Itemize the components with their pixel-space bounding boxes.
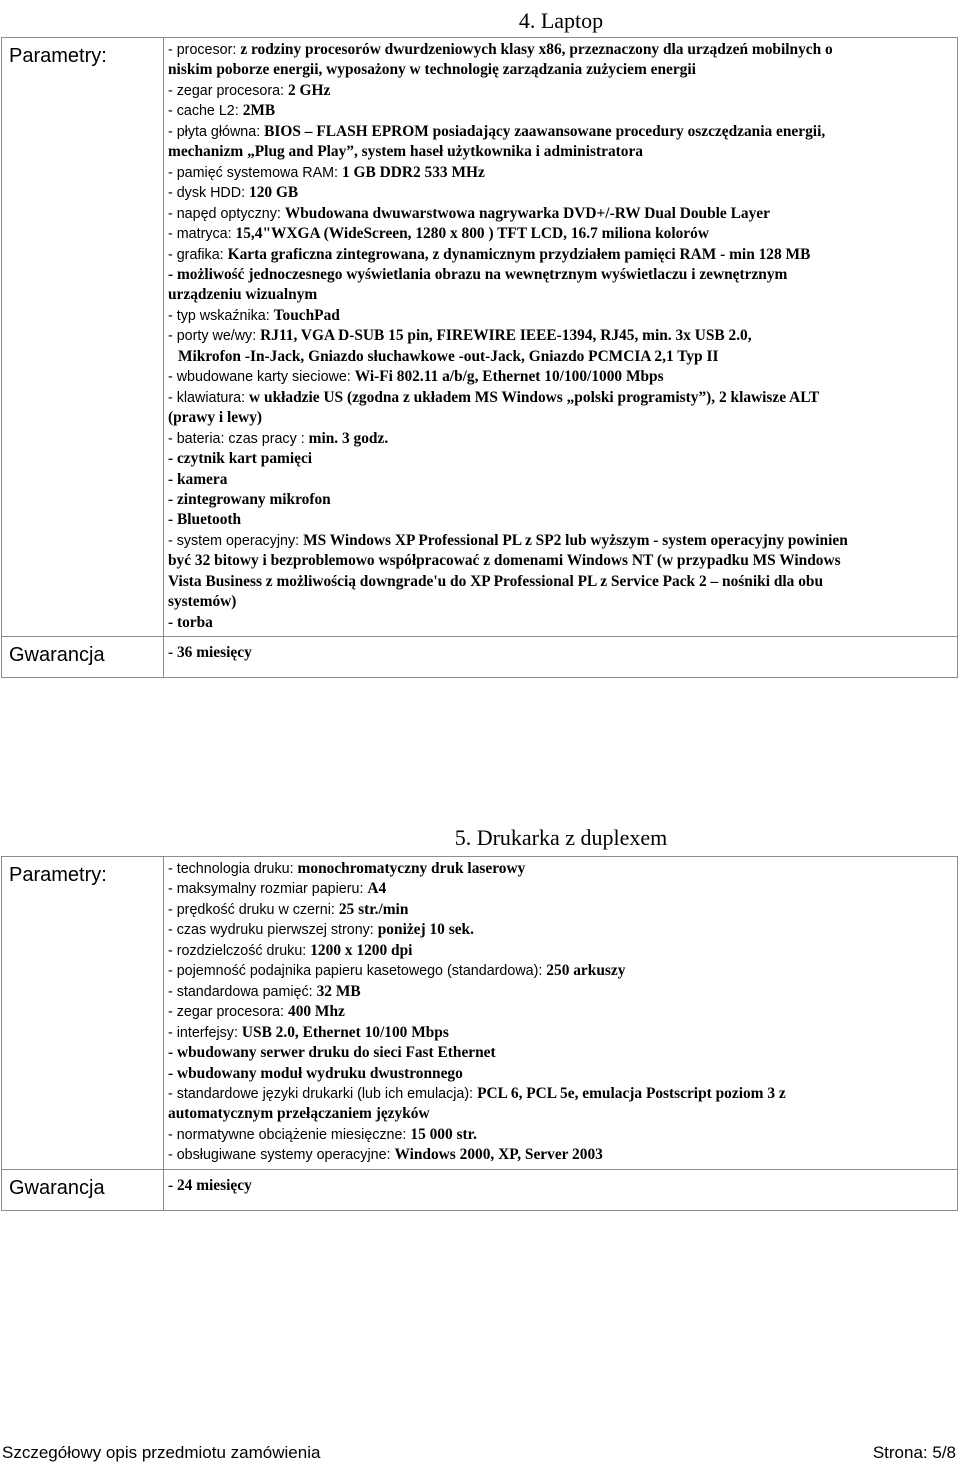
printer-param-line — [168, 1084, 957, 1104]
param-value: niskim poborze energii, wyposażony w technologię zarządzania zużyciem energii — [168, 61, 696, 79]
param-key: - cache L2: — [168, 103, 243, 120]
laptop-section-title: 4. Laptop — [518, 8, 604, 33]
laptop-params-list — [164, 38, 958, 637]
printer-spec-table — [1, 856, 958, 1211]
param-key: - wbudowane karty sieciowe: — [168, 369, 355, 386]
param-value: Windows 2000, XP, Server 2003 — [394, 1146, 603, 1164]
param-value: Mikrofon -In-Jack, Gniazdo słuchawkowe -out-Jack, Gniazdo PCMCIA 2,1 Typ II — [178, 347, 719, 365]
param-value: mechanizm „Plug and Play”, system haseł użytkownika i administratora — [168, 143, 643, 161]
param-value: A4 — [367, 880, 387, 898]
param-value: - Bluetooth — [168, 511, 242, 529]
laptop-param-line — [168, 285, 957, 305]
param-key: - czas wydruku pierwszej strony: — [168, 922, 378, 939]
param-value: - kamera — [168, 470, 228, 488]
param-value: PCL 6, PCL 5e, emulacja Postscript poziom 3 z — [477, 1084, 786, 1102]
param-key: - płyta główna: — [168, 123, 265, 140]
laptop-param-line — [168, 183, 957, 203]
param-value: automatycznym przełączaniem języków — [168, 1105, 430, 1123]
laptop-param-line — [168, 122, 957, 142]
laptop-warranty-label: Gwarancja — [2, 637, 164, 678]
laptop-param-line — [168, 163, 957, 183]
laptop-param-line — [168, 142, 957, 162]
printer-param-line — [168, 1043, 957, 1063]
printer-param-line — [168, 1002, 957, 1022]
param-value: z rodziny procesorów dwurdzeniowych klasy x86, przeznaczony dla urządzeń mobilnych o — [240, 41, 833, 58]
param-value: USB 2.0, Ethernet 10/100 Mbps — [241, 1023, 449, 1041]
param-value: - zintegrowany mikrofon — [168, 490, 331, 508]
printer-param-line — [168, 1064, 957, 1084]
param-value: min. 3 godz. — [308, 429, 389, 447]
printer-section-title: 5. Drukarka z duplexem — [454, 825, 668, 850]
laptop-param-line — [168, 408, 957, 428]
param-value: Karta graficzna zintegrowana, z dynamicznym przydziałem pamięci RAM - min 128 MB — [227, 245, 811, 263]
param-value: Wbudowana dwuwarstwowa nagrywarka DVD+/-RW Dual Double Layer — [284, 204, 770, 222]
laptop-param-line — [168, 367, 957, 387]
printer-param-line — [168, 859, 957, 879]
param-key: - porty we/wy: — [168, 328, 261, 345]
laptop-param-line — [168, 551, 957, 571]
param-key: - obsługiwane systemy operacyjne: — [168, 1147, 395, 1164]
param-value: 250 arkuszy — [546, 962, 626, 980]
param-key: - rozdzielczość druku: — [168, 942, 311, 959]
laptop-param-line — [168, 326, 957, 346]
footer-document-title: Szczegółowy opis przedmiotu zamówienia — [2, 1443, 321, 1462]
param-key: - grafika: — [168, 246, 228, 263]
laptop-param-line — [168, 265, 957, 285]
laptop-param-line — [168, 613, 957, 633]
printer-warranty-value: - 24 miesięcy — [164, 1169, 958, 1210]
printer-params-label: Parametry: — [2, 857, 164, 1170]
param-value: 15,4"WXGA (WideScreen, 1280 x 800 ) TFT LCD, 16.7 miliona kolorów — [235, 225, 709, 243]
param-value: 2 GHz — [288, 81, 331, 99]
param-key: - zegar procesora: — [168, 82, 288, 99]
param-value: BIOS – FLASH EPROM posiadający zaawansowane procedury oszczędzania energii, — [264, 122, 826, 140]
param-value: - wbudowany moduł wydruku dwustronnego — [168, 1064, 463, 1082]
printer-param-line — [168, 920, 957, 940]
param-key: - bateria: czas pracy : — [168, 430, 309, 447]
param-key: - system operacyjny: — [168, 532, 304, 549]
printer-param-line — [168, 900, 957, 920]
param-value: 120 GB — [249, 184, 299, 202]
param-key: - matryca: — [168, 226, 236, 243]
param-key: - normatywne obciążenie miesięczne: — [168, 1126, 411, 1143]
laptop-params-label: Parametry: — [2, 38, 164, 637]
param-value: 15 000 str. — [410, 1125, 477, 1143]
param-value: być 32 bitowy i bezproblemowo współpracować z domenami Windows NT (w przypadku MS Windows — [168, 552, 841, 570]
printer-param-line — [168, 1145, 957, 1165]
param-value: MS Windows XP Professional PL z SP2 lub wyższym - system operacyjny powinien — [303, 531, 848, 549]
laptop-param-line — [168, 531, 957, 551]
laptop-param-line — [168, 40, 957, 60]
footer-page-number: Strona: 5/8 — [872, 1443, 956, 1462]
param-value: - możliwość jednoczesnego wyświetlania obrazu na wewnętrznym wyświetlaczu i zewnętrznym — [168, 265, 788, 283]
param-value: Vista Business z możliwością downgrade'u do XP Professional PL z Service Pack 2 – nośniki dla obu — [168, 572, 824, 590]
param-value: 25 str./min — [338, 900, 409, 918]
param-key: - interfejsy: — [168, 1024, 242, 1041]
laptop-param-line — [168, 347, 957, 367]
laptop-param-line — [168, 510, 957, 530]
printer-param-line — [168, 982, 957, 1002]
param-value: w układzie US (zgodna z układem MS Windows „polski programisty”), 2 klawisze ALT — [249, 388, 820, 406]
printer-param-line — [168, 1104, 957, 1124]
param-key: - dysk HDD: — [168, 185, 250, 202]
param-value: monochromatyczny druk laserowy — [297, 860, 526, 877]
laptop-warranty-value: - 36 miesięcy — [164, 637, 958, 678]
laptop-param-line — [168, 470, 957, 490]
param-value: - czytnik kart pamięci — [168, 450, 313, 468]
param-value: TouchPad — [273, 306, 340, 324]
param-value: 2MB — [242, 102, 276, 120]
param-value: 1200 x 1200 dpi — [310, 941, 413, 959]
param-key: - napęd optyczny: — [168, 205, 285, 222]
param-key: - pamięć systemowa RAM: — [168, 164, 342, 181]
param-value: - wbudowany serwer druku do sieci Fast Ethernet — [168, 1044, 496, 1062]
laptop-param-line — [168, 592, 957, 612]
printer-param-line — [168, 961, 957, 981]
laptop-param-line — [168, 101, 957, 121]
laptop-param-line — [168, 60, 957, 80]
param-key: - prędkość druku w czerni: — [168, 901, 339, 918]
laptop-param-line — [168, 449, 957, 469]
param-value: systemów) — [168, 593, 237, 611]
param-value: - torba — [168, 613, 213, 631]
laptop-param-line — [168, 245, 957, 265]
param-value: 1 GB DDR2 533 MHz — [342, 163, 485, 181]
param-key: - technologia druku: — [168, 861, 298, 877]
param-value: Wi-Fi 802.11 a/b/g, Ethernet 10/100/1000 Mbps — [354, 368, 664, 386]
param-value: poniżej 10 sek. — [377, 921, 474, 939]
printer-param-line — [168, 1125, 957, 1145]
laptop-param-line — [168, 429, 957, 449]
laptop-param-line — [168, 224, 957, 244]
printer-params-list — [164, 857, 958, 1170]
param-key: - zegar procesora: — [168, 1004, 288, 1021]
param-key: - procesor: — [168, 42, 241, 58]
laptop-param-line — [168, 388, 957, 408]
printer-warranty-label: Gwarancja — [2, 1169, 164, 1210]
param-value: RJ11, VGA D-SUB 15 pin, FIREWIRE IEEE-1394, RJ45, min. 3x USB 2.0, — [260, 327, 752, 345]
printer-param-line — [168, 941, 957, 961]
laptop-param-line — [168, 306, 957, 326]
laptop-spec-table — [1, 37, 958, 678]
param-value: 32 MB — [316, 982, 361, 1000]
param-key: - standardowa pamięć: — [168, 983, 317, 1000]
page-footer — [2, 1442, 956, 1464]
param-value: (prawy i lewy) — [168, 409, 263, 427]
laptop-param-line — [168, 204, 957, 224]
param-key: - maksymalny rozmiar papieru: — [168, 881, 368, 898]
param-value: 400 Mhz — [288, 1003, 345, 1021]
printer-param-line — [168, 1023, 957, 1043]
param-key: - standardowe języki drukarki (lub ich emulacja): — [168, 1085, 478, 1102]
param-value: urządzeniu wizualnym — [168, 286, 318, 304]
laptop-param-line — [168, 572, 957, 592]
param-key: - typ wskaźnika: — [168, 307, 274, 324]
param-key: - pojemność podajnika papieru kasetowego (standardowa): — [168, 963, 547, 980]
param-key: - klawiatura: — [168, 389, 250, 406]
laptop-param-line — [168, 490, 957, 510]
laptop-param-line — [168, 81, 957, 101]
printer-param-line — [168, 879, 957, 899]
